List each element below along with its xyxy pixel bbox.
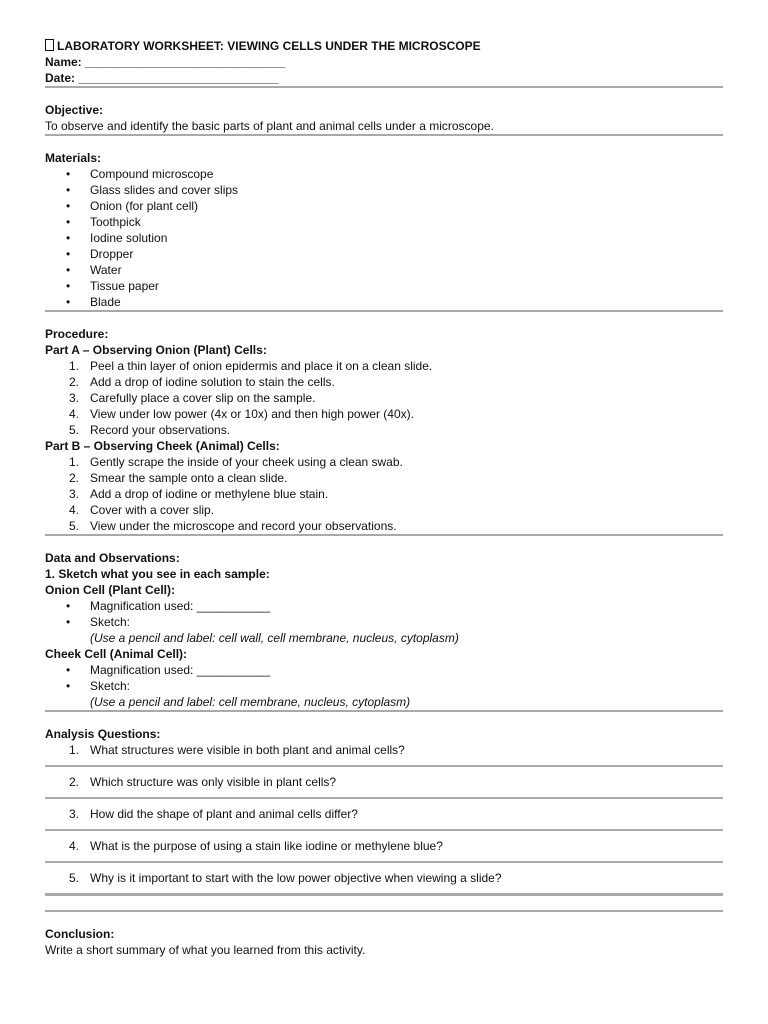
list-item <box>45 230 723 246</box>
question-block <box>45 870 723 902</box>
question-number: 1. <box>68 743 79 757</box>
analysis-heading: Analysis Questions: <box>45 727 161 741</box>
missing-glyph-icon <box>45 39 54 51</box>
onion-sketch-label: Sketch: <box>90 615 131 629</box>
part-b-heading: Part B – Observing Cheek (Animal) Cells: <box>45 439 280 453</box>
materials-list <box>45 166 723 310</box>
list-item <box>45 262 723 278</box>
step-text: View under the microscope and record your observations. <box>90 519 397 533</box>
bullet-marker: • <box>66 183 71 197</box>
worksheet-page <box>45 38 723 958</box>
list-item <box>45 614 723 630</box>
list-item <box>45 198 723 214</box>
bullet-marker: • <box>66 615 71 629</box>
answer-line <box>45 861 723 863</box>
material-label: Onion (for plant cell) <box>90 199 199 213</box>
name-line <box>45 54 723 70</box>
conclusion-text: Write a short summary of what you learned from this activity. <box>45 943 366 957</box>
step-number: 4. <box>68 407 79 421</box>
cheek-sketch-note: (Use a pencil and label: cell membrane, nucleus, cytoplasm) <box>90 695 411 709</box>
list-item <box>45 806 723 822</box>
list-item <box>45 598 723 614</box>
question-text: What structures were visible in both plant and animal cells? <box>90 743 405 757</box>
list-item <box>45 166 723 182</box>
list-item <box>45 486 723 502</box>
date-line <box>45 70 723 86</box>
material-label: Tissue paper <box>90 279 159 293</box>
list-item <box>45 678 723 694</box>
answer-line <box>45 829 723 831</box>
question-block <box>45 774 723 806</box>
step-text: Carefully place a cover slip on the sample. <box>90 391 316 405</box>
step-number: 5. <box>68 423 79 437</box>
list-item <box>45 454 723 470</box>
material-label: Iodine solution <box>90 231 168 245</box>
list-item <box>45 358 723 374</box>
question-text: Why is it important to start with the low power objective when viewing a slide? <box>90 871 502 885</box>
analysis-questions <box>45 742 723 902</box>
step-number: 3. <box>68 487 79 501</box>
question-number: 2. <box>68 775 79 789</box>
step-number: 3. <box>68 391 79 405</box>
list-item <box>45 390 723 406</box>
step-text: Add a drop of iodine solution to stain the cells. <box>90 375 335 389</box>
list-item <box>45 246 723 262</box>
bullet-marker: • <box>66 167 71 181</box>
bullet-marker: • <box>66 247 71 261</box>
worksheet-title: LABORATORY WORKSHEET: VIEWING CELLS UNDER THE MICROSCOPE <box>57 39 481 53</box>
name-blank: ______________________________ <box>85 55 286 69</box>
part-b-steps <box>45 454 723 534</box>
sketch-instruction: 1. Sketch what you see in each sample: <box>45 567 270 581</box>
list-item <box>45 518 723 534</box>
list-item <box>45 422 723 438</box>
step-number: 4. <box>68 503 79 517</box>
question-block <box>45 838 723 870</box>
bullet-marker: • <box>66 663 71 677</box>
onion-sketch-note: (Use a pencil and label: cell wall, cell membrane, nucleus, cytoplasm) <box>90 631 459 645</box>
bullet-marker: • <box>66 199 71 213</box>
list-item <box>45 182 723 198</box>
list-item <box>45 774 723 790</box>
question-text: Which structure was only visible in plant cells? <box>90 775 337 789</box>
material-label: Water <box>90 263 122 277</box>
step-number: 5. <box>68 519 79 533</box>
question-number: 3. <box>68 807 79 821</box>
list-item <box>45 870 723 886</box>
step-text: Record your observations. <box>90 423 231 437</box>
list-item <box>45 502 723 518</box>
answer-line <box>45 765 723 767</box>
cheek-magnification: Magnification used: ___________ <box>90 663 271 677</box>
list-item <box>45 838 723 854</box>
list-item <box>45 742 723 758</box>
question-text: How did the shape of plant and animal cells differ? <box>90 807 358 821</box>
bullet-marker: • <box>66 295 71 309</box>
list-item <box>45 470 723 486</box>
list-item <box>45 406 723 422</box>
step-number: 2. <box>68 471 79 485</box>
date-label: Date: <box>45 71 76 85</box>
procedure-heading: Procedure: <box>45 327 109 341</box>
step-text: Gently scrape the inside of your cheek using a clean swab. <box>90 455 403 469</box>
material-label: Toothpick <box>90 215 141 229</box>
question-number: 5. <box>68 871 79 885</box>
cheek-cell-heading: Cheek Cell (Animal Cell): <box>45 647 188 661</box>
step-text: Smear the sample onto a clean slide. <box>90 471 288 485</box>
list-item <box>45 374 723 390</box>
name-label: Name: <box>45 55 82 69</box>
step-text: Peel a thin layer of onion epidermis and place it on a clean slide. <box>90 359 433 373</box>
step-text: View under low power (4x or 10x) and then high power (40x). <box>90 407 414 421</box>
list-item <box>45 214 723 230</box>
bullet-marker: • <box>66 263 71 277</box>
bullet-marker: • <box>66 679 71 693</box>
material-label: Dropper <box>90 247 134 261</box>
conclusion-heading: Conclusion: <box>45 927 115 941</box>
list-item <box>45 278 723 294</box>
list-item <box>45 294 723 310</box>
bullet-marker: • <box>66 279 71 293</box>
material-label: Glass slides and cover slips <box>90 183 239 197</box>
step-number: 2. <box>68 375 79 389</box>
material-label: Blade <box>90 295 121 309</box>
date-blank: ______________________________ <box>78 71 279 85</box>
part-a-steps <box>45 358 723 438</box>
data-observations-heading: Data and Observations: <box>45 551 180 565</box>
step-text: Cover with a cover slip. <box>90 503 215 517</box>
question-block <box>45 742 723 774</box>
list-item <box>45 662 723 678</box>
bullet-marker: • <box>66 215 71 229</box>
step-number: 1. <box>68 455 79 469</box>
onion-magnification: Magnification used: ___________ <box>90 599 271 613</box>
answer-line <box>45 893 723 895</box>
question-number: 4. <box>68 839 79 853</box>
objective-heading: Objective: <box>45 103 104 117</box>
worksheet-title-line <box>45 38 723 54</box>
onion-cell-heading: Onion Cell (Plant Cell): <box>45 583 176 597</box>
step-number: 1. <box>68 359 79 373</box>
part-a-heading: Part A – Observing Onion (Plant) Cells: <box>45 343 267 357</box>
objective-text: To observe and identify the basic parts of plant and animal cells under a microscope. <box>45 119 494 133</box>
cheek-sketch-label: Sketch: <box>90 679 131 693</box>
bullet-marker: • <box>66 231 71 245</box>
question-text: What is the purpose of using a stain like iodine or methylene blue? <box>90 839 443 853</box>
material-label: Compound microscope <box>90 167 214 181</box>
answer-line <box>45 797 723 799</box>
materials-heading: Materials: <box>45 151 102 165</box>
step-text: Add a drop of iodine or methylene blue stain. <box>90 487 329 501</box>
question-block <box>45 806 723 838</box>
bullet-marker: • <box>66 599 71 613</box>
